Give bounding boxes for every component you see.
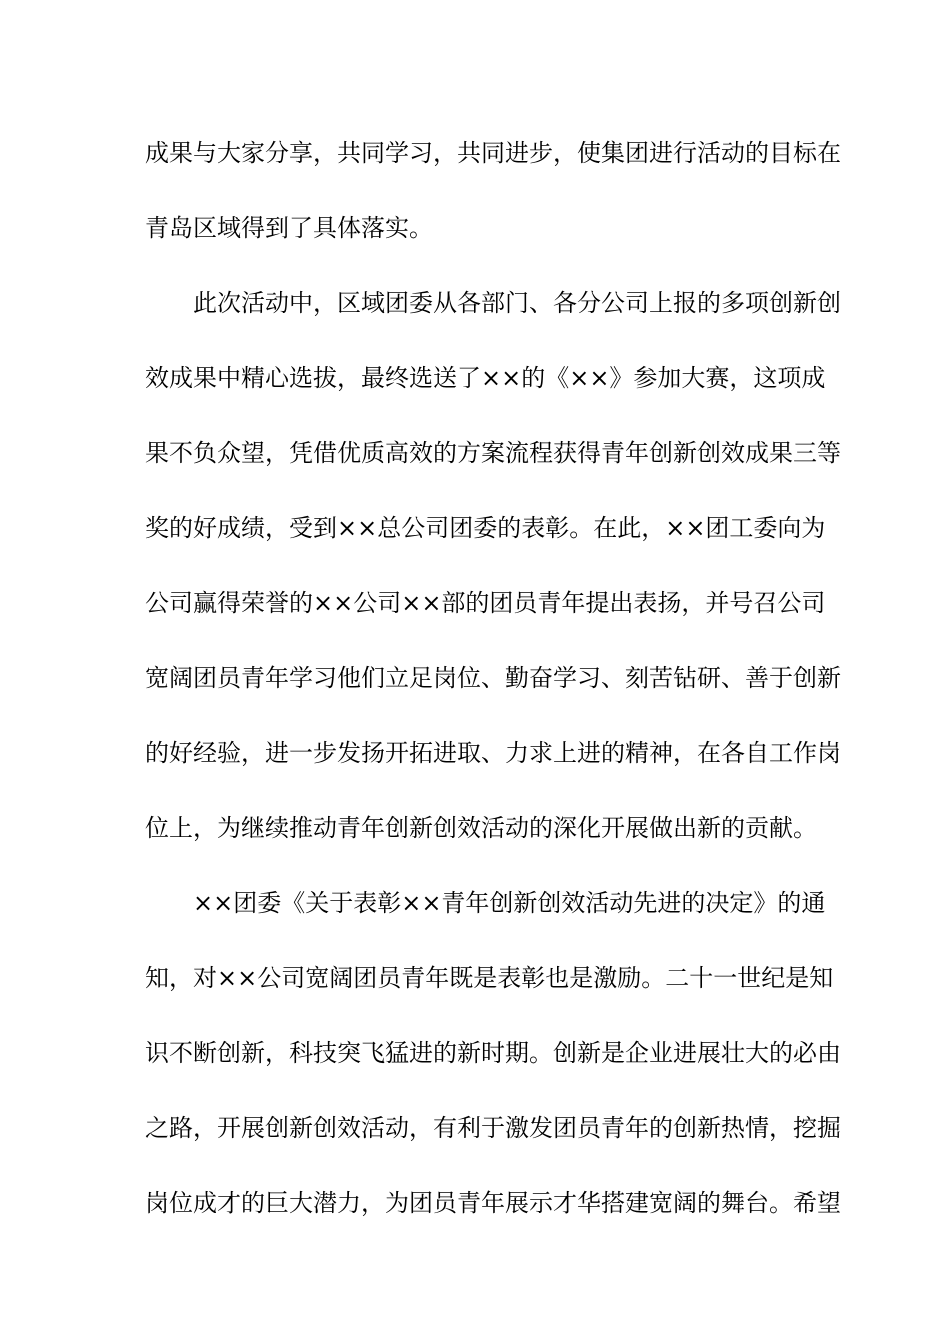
paragraph-line: 奖的好成绩，受到××总公司团委的表彰。在此，××团工委向为 <box>145 514 826 542</box>
paragraph-line: 公司赢得荣誉的××公司××部的团员青年提出表扬，并号召公司 <box>145 589 826 617</box>
paragraph-line: 此次活动中，区域团委从各部门、各分公司上报的多项创新创 <box>193 289 841 317</box>
paragraph-line: 知，对××公司宽阔团员青年既是表彰也是激励。二十一世纪是知 <box>145 964 834 992</box>
paragraph-line: 识不断创新，科技突飞猛进的新时期。创新是企业进展壮大的必由 <box>145 1039 841 1067</box>
paragraph-line: 青岛区域得到了具体落实。 <box>145 214 433 242</box>
paragraph-line: 效成果中精心选拔，最终选送了××的《××》参加大赛，这项成 <box>145 364 826 392</box>
paragraph-line: 岗位成才的巨大潜力，为团员青年展示才华搭建宽阔的舞台。希望 <box>145 1189 841 1217</box>
paragraph-line: 之路，开展创新创效活动，有利于激发团员青年的创新热情，挖掘 <box>145 1114 841 1142</box>
paragraph-line: 的好经验，进一步发扬开拓进取、力求上进的精神，在各自工作岗 <box>145 739 841 767</box>
paragraph-line: 果不负众望，凭借优质高效的方案流程获得青年创新创效成果三等 <box>145 439 841 467</box>
paragraph-line: ××团委《关于表彰××青年创新创效活动先进的决定》的通 <box>193 889 826 917</box>
paragraph-line: 位上，为继续推动青年创新创效活动的深化开展做出新的贡献。 <box>145 814 817 842</box>
paragraph-line: 成果与大家分享，共同学习，共同进步，使集团进行活动的目标在 <box>145 139 841 167</box>
paragraph-line: 宽阔团员青年学习他们立足岗位、勤奋学习、刻苦钻研、善于创新 <box>145 664 841 692</box>
